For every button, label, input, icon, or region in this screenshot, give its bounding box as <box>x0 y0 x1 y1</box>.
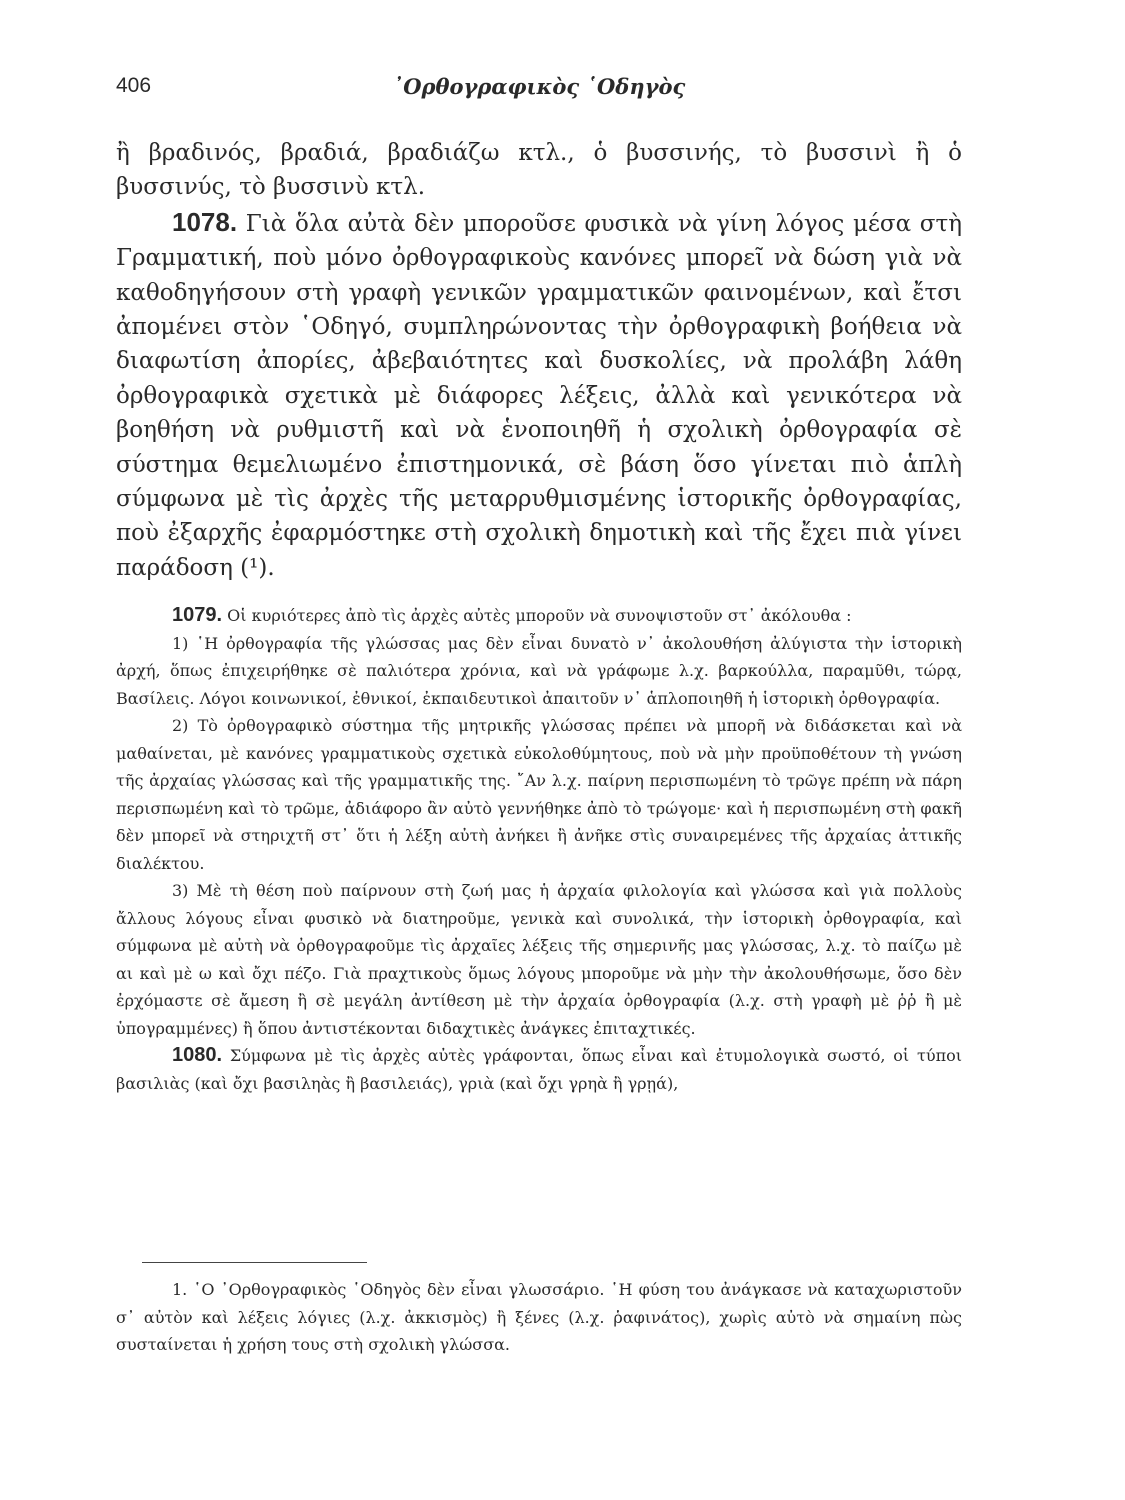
section-1079 <box>116 602 962 630</box>
footnote <box>116 1276 962 1359</box>
section-1080-text: Σύμφωνα μὲ τὶς ἀρχὲς αὐτὲς γράφονται, ὅπως εἶναι καὶ ἐτυμολογικὰ σωστό, οἱ τύποι βασιλιὰς (καὶ ὄχι βασιληὰς ἢ βασιλειάς), γριὰ (καὶ ὄχι γρηὰ ἢ γρῃά), <box>116 1046 962 1093</box>
section-number-1080: 1080. <box>172 1044 223 1066</box>
page-header <box>116 74 962 110</box>
running-title: ᾿Ορθογραφικὸς ῾Οδηγὸς <box>392 74 686 99</box>
section-number-1078: 1078. <box>172 206 238 237</box>
section-1080 <box>116 1042 962 1097</box>
main-text-small <box>116 602 962 1097</box>
section-1078-text: Γιὰ ὅλα αὐτὰ δὲν μποροῦσε φυσικὰ νὰ γίνη λόγος μέσα στὴ Γραμματική, ποὺ μόνο ὀρθογραφικοὺς κανόνες μπορεῖ νὰ δώση γιὰ νὰ καθοδηγήσουν στὴ γραφὴ γενικῶν γραμματικῶν φαινομένων, καὶ ἔτσι ἀπομένει στὸν ῾Οδηγό, συμπληρώνοντας τὴν ὀρθογραφικὴ βοήθεια νὰ διαφωτίση ἀπορίες, ἀβεβαιότητες καὶ δυσκολίες, νὰ προλάβη λάθη ὀρθογραφικὰ σχετικὰ μὲ διάφορες λέξεις, ἀλλὰ καὶ γενικότερα νὰ βοηθήση νὰ ρυθμιστῆ καὶ νὰ ἑνοποιηθῆ ἡ σχολικὴ ὀρθογραφία σὲ σύστημα θεμελιωμένο ἐπιστημονικά, σὲ βάση ὅσο γίνεται πιὸ ἁπλὴ σύμφωνα μὲ τὶς ἀρχὲς τῆς μεταρρυθμισμένης ἱστορικῆς ὀρθογραφίας, ποὺ ἐξαρχῆς ἐφαρμόστηκε στὴ σχολικὴ δημοτικὴ καὶ τῆς ἔχει πιὰ γίνει παράδοση (¹). <box>116 210 963 581</box>
footnote-text: 1. ῾Ο ᾿Ορθογραφικὸς ῾Οδηγὸς δὲν εἶναι γλωσσάριο. ῾Η φύση του ἀνάγκασε νὰ καταχωριστοῦν σ᾿ αὐτὸν καὶ λέξεις λόγιες (λ.χ. ἀκκισμὸς) ἢ ξένες (λ.χ. ῥαφινάτος), χωρὶς αὐτὸ νὰ σημαίνη πὼς συσταίνεται ἡ χρήση τους στὴ σχολικὴ γλώσσα. <box>116 1280 962 1354</box>
list-item-2: 2) Τὸ ὀρθογραφικὸ σύστημα τῆς μητρικῆς γλώσσας πρέπει νὰ μπορῆ νὰ διδάσκεται καὶ νὰ μαθαίνεται, μὲ κανόνες γραμματικοὺς σχετικὰ εὐκολοθύμητους, ποὺ νὰ μὴν προϋποθέτουν τὴ γνώση τῆς ἀρχαίας γλώσσας καὶ τῆς γραμματικῆς της. ῎Αν λ.χ. παίρνη περισπωμένη τὸ τρῶγε πρέπη νὰ πάρη περισπωμένη καὶ τὸ τρῶμε, ἀδιάφορο ἂν αὐτὸ γεννήθηκε ἀπὸ τὸ τρώγομε· καὶ ἡ περισπωμένη στὴ φακῆ δὲν μπορεῖ νὰ στηριχτῆ στ᾿ ὅτι ἡ λέξη αὐτὴ ἀνήκει ἢ ἀνῆκε στὶς συναιρεμένες τῆς ἀρχαίας ἀττικῆς διαλέκτου. <box>116 716 962 873</box>
section-1079-text: Οἱ κυριότερες ἀπὸ τὶς ἀρχὲς αὐτὲς μποροῦν νὰ συνοψιστοῦν στ᾿ ἀκόλουθα : <box>227 606 852 625</box>
section-1078 <box>116 205 962 585</box>
section-number-1079: 1079. <box>172 604 223 626</box>
page-number: 406 <box>116 74 152 97</box>
footnote-divider <box>142 1262 367 1263</box>
main-text-large <box>116 136 962 585</box>
list-item-1: 1) ῾Η ὀρθογραφία τῆς γλώσσας μας δὲν εἶναι δυνατὸ ν᾿ ἀκολουθήση ἀλύγιστα τὴν ἱστορικὴ ἀρχή, ὅπως ἐπιχειρήθηκε σὲ παλιότερα χρόνια, καὶ νὰ γράφωμε λ.χ. βαρκούλλα, παραμῦθι, τώρᾳ, Βασίλεις. Λόγοι κοινωνικοί, ἐθνικοί, ἐκπαιδευτικοὶ ἀπαιτοῦν ν᾿ ἁπλοποιηθῆ ἡ ἱστορικὴ ὀρθογραφία. <box>116 633 962 708</box>
list-item-3: 3) Μὲ τὴ θέση ποὺ παίρνουν στὴ ζωή μας ἡ ἀρχαία φιλολογία καὶ γλώσσα καὶ γιὰ πολλοὺς ἄλλους λόγους εἶναι φυσικὸ νὰ διατηροῦμε, γενικὰ καὶ συνολικά, τὴν ἱστορικὴ ὀρθογραφία, καὶ σύμφωνα μὲ αὐτὴ νὰ ὀρθογραφοῦμε τὶς ἀρχαῖες λέξεις τῆς σημερινῆς μας γλώσσας, λ.χ. τὸ παίζω μὲ αι καὶ μὲ ω καὶ ὄχι πέζο. Γιὰ πραχτικοὺς ὅμως λόγους μποροῦμε νὰ μὴν τὴν ἀκολουθήσωμε, ὅσο δὲν ἐρχόμαστε σὲ ἄμεση ἢ σὲ μεγάλη ἀντίθεση μὲ τὴν ἀρχαία ὀρθογραφία (λ.χ. στὴ γραφὴ μὲ ῥῥ ἢ μὲ ὑπογραμμένες) ἢ ὅπου ἀντιστέκονται διδαχτικὲς ἀνάγκες ἐπιταχτικές. <box>116 881 962 1038</box>
paragraph-continuation: ἢ βραδινός, βραδιά, βραδιάζω κτλ., ὁ βυσσινής, τὸ βυσσινὶ ἢ ὁ βυσσινύς, τὸ βυσσινὺ κτλ. <box>116 140 962 201</box>
